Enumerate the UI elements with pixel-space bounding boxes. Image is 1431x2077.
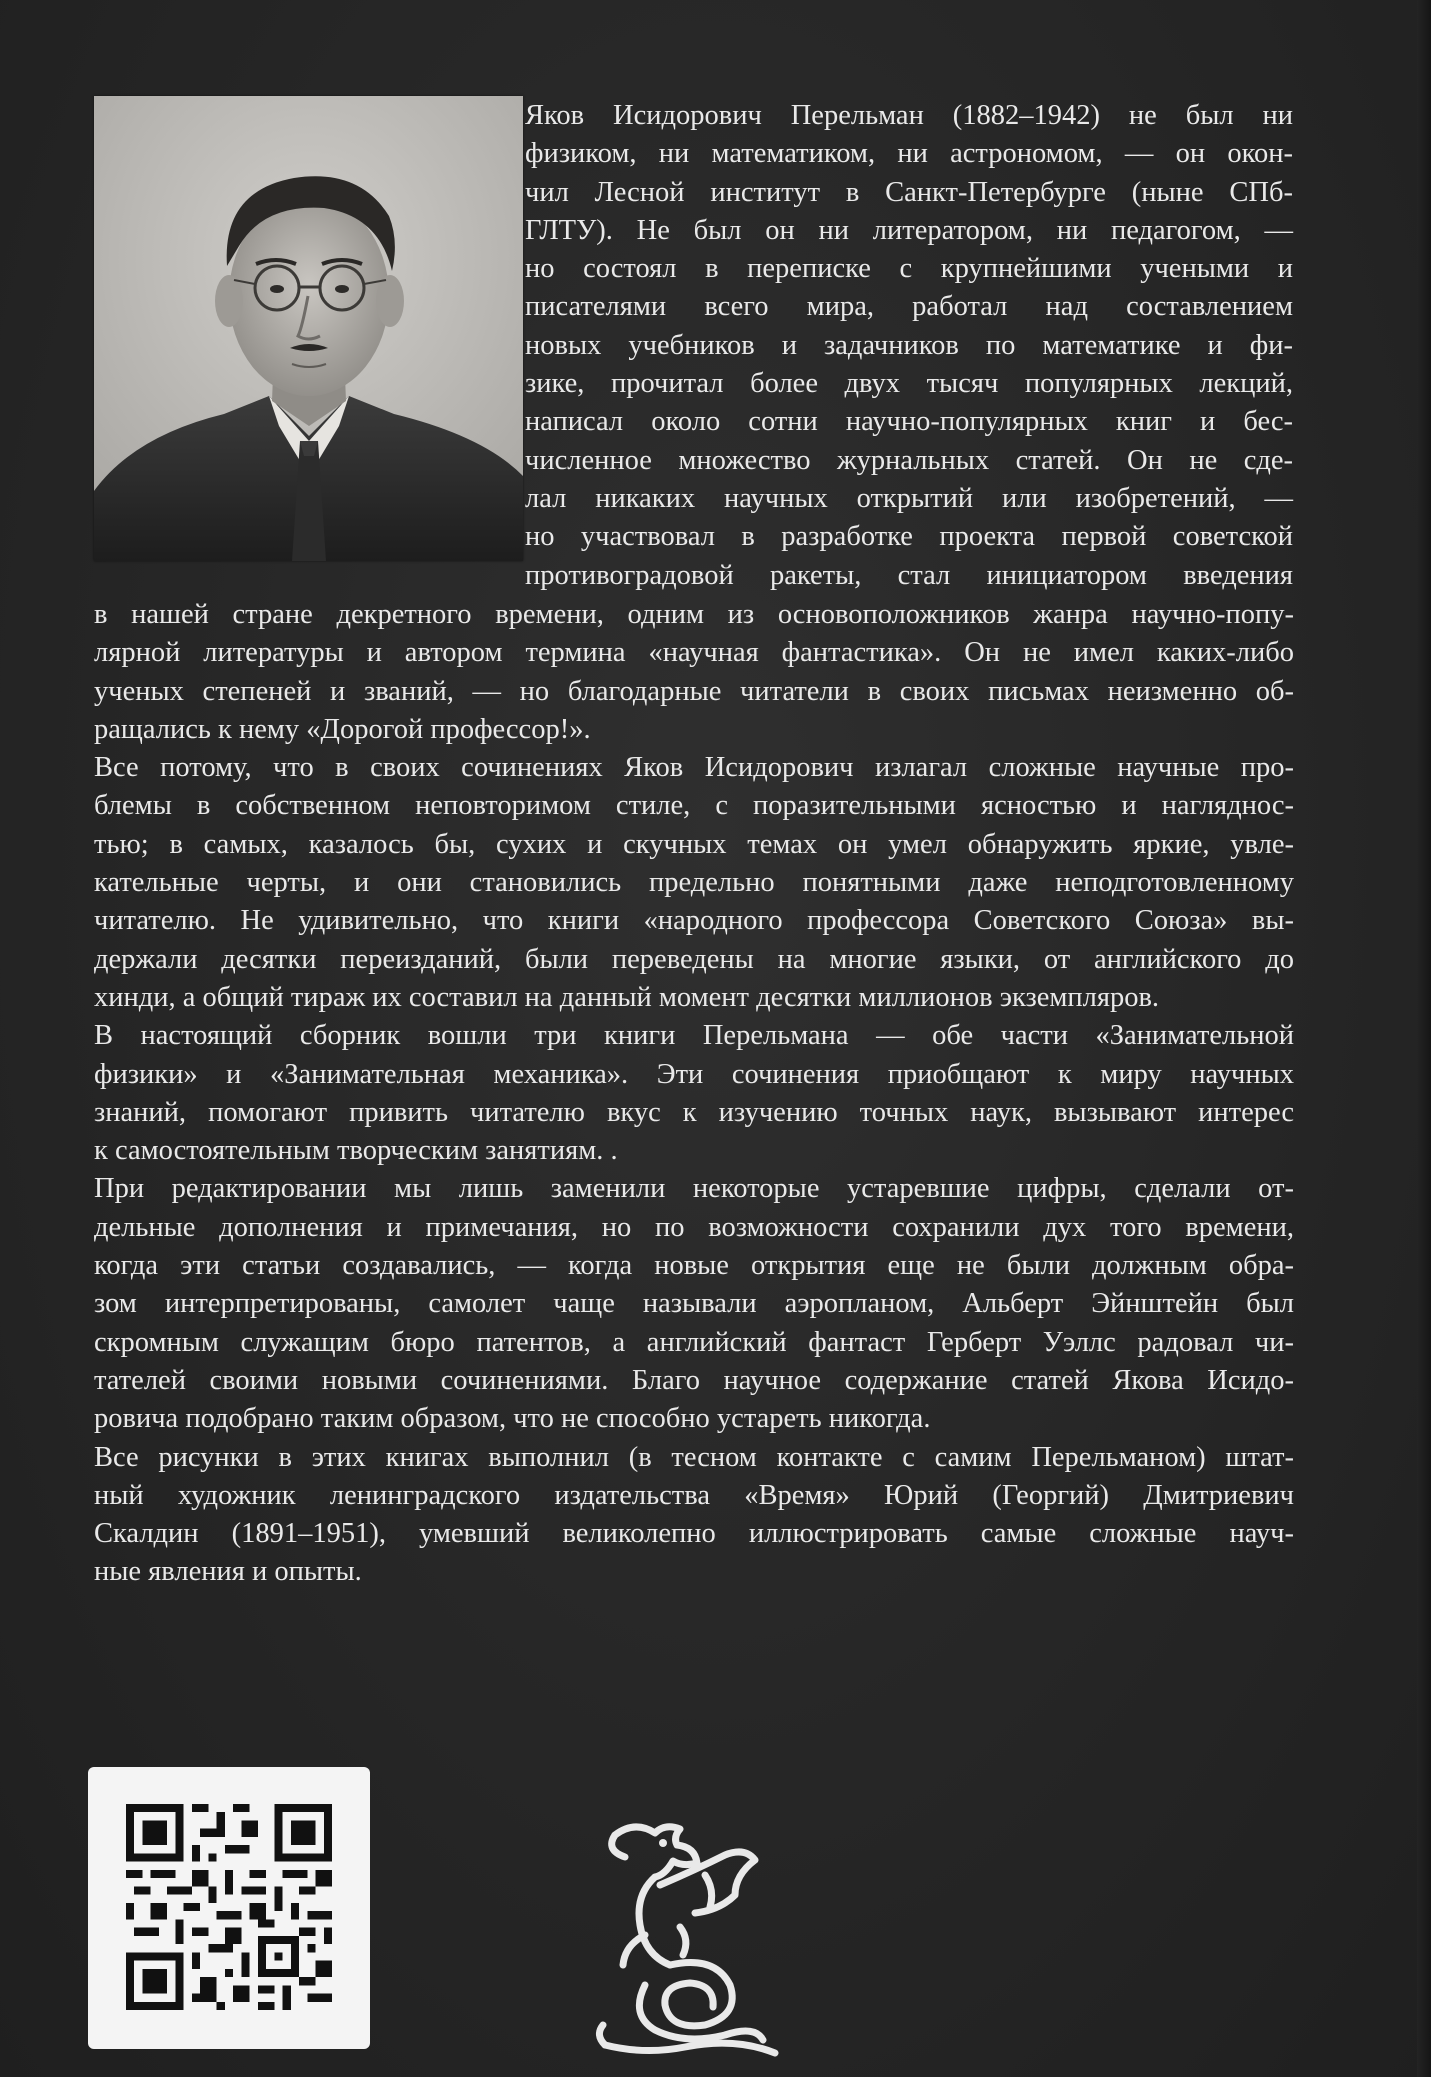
text-line: новых учебников и задачников по математике и фи-	[525, 329, 1293, 361]
text-line: кательные черты, и они становились предельно понятными даже неподготовленному	[94, 867, 1294, 899]
qr-code-icon	[126, 1804, 332, 2010]
text-line: но участвовал в разработке проекта первой советской	[525, 521, 1293, 553]
biography-text-lower	[94, 596, 1294, 1592]
text-line: физиком, ни математиком, ни астрономом, — он окон-	[525, 138, 1293, 170]
text-line: лал никаких научных открытий или изобретений, —	[525, 482, 1293, 514]
author-portrait	[94, 96, 523, 561]
text-line: держали десятки переизданий, были переведены на многие языки, от английского до	[94, 943, 1294, 975]
text-line: скромным служащим бюро патентов, а английский фантаст Герберт Уэллс радовал чи-	[94, 1326, 1294, 1358]
author-portrait-photo-icon	[94, 96, 523, 561]
text-line: ГЛТУ). Не был он ни литератором, ни педагогом, —	[525, 214, 1293, 246]
text-line: ровича подобрано таким образом, что не способно устареть никогда.	[94, 1403, 931, 1435]
text-line: численное множество журнальных статей. Он не сде-	[525, 444, 1293, 476]
text-line: Скалдин (1891–1951), умевший великолепно иллюстрировать самые сложные науч-	[94, 1518, 1294, 1550]
text-line: лярной литературы и автором термина «научная фантастика». Он не имел каких-либо	[94, 637, 1294, 669]
text-line: написал около сотни научно-популярных книг и бес-	[525, 406, 1293, 438]
text-line: При редактировании мы лишь заменили некоторые устаревшие цифры, сделали от-	[94, 1173, 1294, 1205]
biography-text-upper	[525, 97, 1293, 595]
text-line: в нашей стране декретного времени, одним из основоположников жанра научно-попу-	[94, 599, 1294, 630]
text-line: ученых степеней и званий, — но благодарные читатели в своих письмах неизменно об-	[94, 675, 1294, 707]
text-line: к самостоятельным творческим занятиям. .	[94, 1135, 618, 1167]
paragraph-2	[94, 749, 1294, 1017]
dragon-logo-icon	[585, 1815, 785, 2060]
text-line: зом интерпретированы, самолет чаще называли аэропланом, Альберт Эйнштейн был	[94, 1288, 1294, 1320]
text-line: физики» и «Занимательная механика». Эти сочинения приобщают к миру научных	[94, 1058, 1294, 1090]
publisher-logo	[585, 1815, 785, 2065]
text-line: тателей своими новыми сочинениями. Благо научное содержание статей Якова Исидо-	[94, 1364, 1294, 1396]
text-line: хинди, а общий тираж их составил на данный момент десятки миллионов экземпляров.	[94, 981, 1160, 1013]
text-line: знаний, помогают привить читателю вкус к изучению точных наук, вызывают интерес	[94, 1096, 1294, 1128]
paragraph-1-continued	[94, 596, 1294, 749]
qr-code[interactable]	[88, 1767, 370, 2049]
text-line: Все потому, что в своих сочинениях Яков Исидорович излагал сложные научные про-	[94, 752, 1294, 784]
text-line: но состоял в переписке с крупнейшими учеными и	[525, 253, 1293, 285]
text-line: ращались к нему «Дорогой профессор!».	[94, 713, 591, 745]
text-line: читателю. Не удивительно, что книги «народного профессора Советского Союза» вы-	[94, 905, 1294, 937]
text-line: зике, прочитал более двух тысяч популярных лекций,	[525, 368, 1293, 400]
text-line: дельные дополнения и примечания, но по возможности сохранили дух того времени,	[94, 1211, 1294, 1243]
paragraph-3	[94, 1017, 1294, 1170]
text-line: писателями всего мира, работал над составлением	[525, 291, 1293, 323]
text-line: ный художник ленинградского издательства «Время» Юрий (Георгий) Дмитриевич	[94, 1479, 1294, 1511]
cover-edge	[1417, 0, 1431, 2077]
text-line: блемы в собственном неповторимом стиле, с поразительными ясностью и нагляднос-	[94, 790, 1294, 822]
text-line: В настоящий сборник вошли три книги Перельмана — обе части «Занимательной	[94, 1020, 1294, 1052]
text-line: противоградовой ракеты, стал инициатором введения	[525, 559, 1293, 591]
paragraph-5	[94, 1439, 1294, 1592]
text-line: когда эти статьи создавались, — когда новые открытия еще не были должным обра-	[94, 1250, 1294, 1282]
text-line: Все рисунки в этих книгах выполнил (в тесном контакте с самим Перельманом) штат-	[94, 1441, 1294, 1473]
text-line: ные явления и опыты.	[94, 1556, 362, 1588]
paragraph-4	[94, 1170, 1294, 1438]
text-line: Яков Исидорович Перельман (1882–1942) не был ни	[525, 100, 1293, 131]
text-line: чил Лесной институт в Санкт-Петербурге (ныне СПб-	[525, 176, 1293, 208]
text-line: тью; в самых, казалось бы, сухих и скучных темах он умел обнаружить яркие, увле-	[94, 828, 1294, 860]
